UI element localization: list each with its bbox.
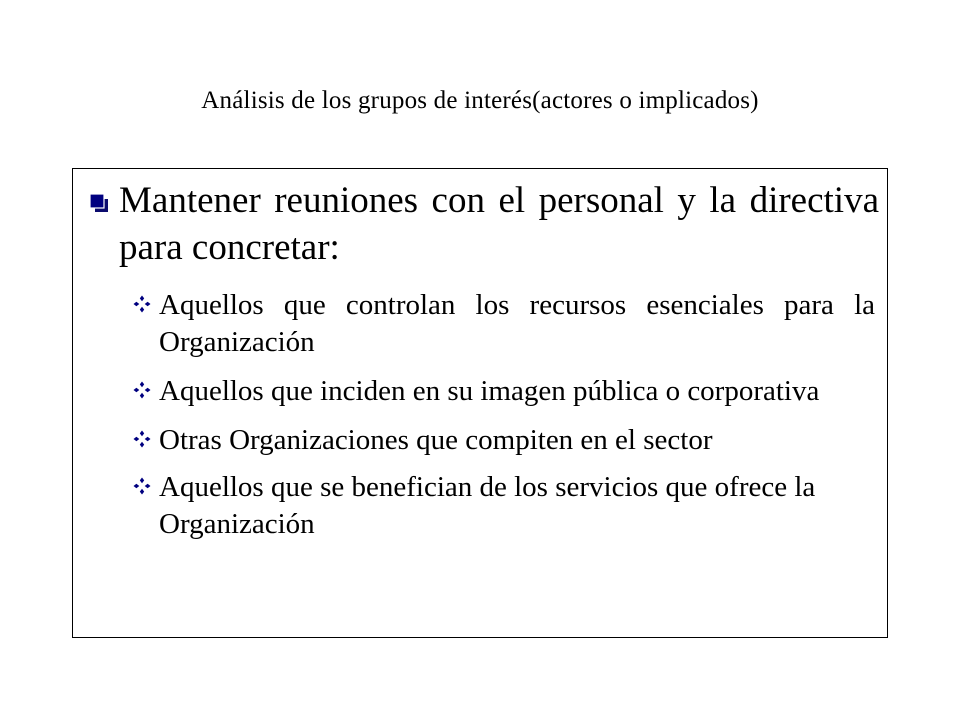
main-bullet-item [89, 177, 879, 271]
main-bullet-text: Mantener reuniones con el personal y la directiva para concretar: [119, 180, 879, 268]
sub-bullet-text: Aquellos que controlan los recursos esenciales para la Organización [159, 289, 875, 358]
content-box [72, 168, 888, 638]
diamond-star-bullet-icon [133, 477, 151, 495]
sub-bullet-text: Aquellos que inciden en su imagen pública o corporativa [159, 375, 820, 407]
sub-bullet-item [133, 469, 875, 543]
sub-bullet-text: Otras Organizaciones que compiten en el sector [159, 424, 713, 456]
sub-bullet-text: Aquellos que se benefician de los servicios que ofrece la Organización [159, 471, 816, 540]
sub-bullet-item [133, 422, 875, 459]
sub-bullet-item [133, 373, 875, 410]
diamond-star-bullet-icon [133, 430, 151, 448]
square-bullet-icon [89, 193, 109, 213]
sub-bullet-item [133, 287, 875, 361]
diamond-star-bullet-icon [133, 295, 151, 313]
sub-bullet-list [133, 287, 875, 555]
slide-title: Análisis de los grupos de interés(actores o implicados) [201, 87, 759, 114]
diamond-star-bullet-icon [133, 381, 151, 399]
